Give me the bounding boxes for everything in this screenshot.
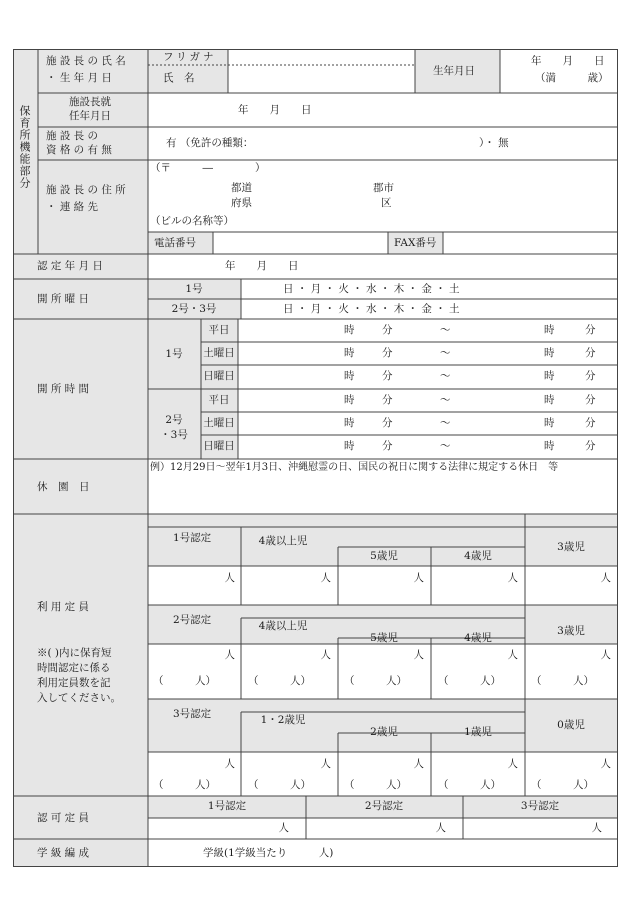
cert-date-value: 年 月 日	[225, 260, 299, 272]
capacity-unit: 人	[507, 649, 518, 661]
todofuken-1: 都道	[231, 182, 252, 194]
capacity-head-label: 4歳以上児	[258, 535, 308, 547]
director-name-label: 施 設 長 の 氏 名	[46, 55, 126, 67]
class-org-value: 学級(1学級当たり 人)	[203, 847, 334, 859]
birthdate-age: （満 歳）	[535, 72, 609, 84]
capacity-paren-unit: （ 人）	[153, 779, 216, 791]
hours-tilde: ～	[440, 417, 451, 429]
capacity-unit: 人	[320, 649, 331, 661]
hours-end-m: 分	[585, 347, 596, 359]
open-hours-group-2a: 2号	[165, 414, 183, 426]
capacity-unit: 人	[413, 572, 424, 584]
hours-tilde: ～	[440, 324, 451, 336]
capacity-unit: 人	[413, 758, 424, 770]
capacity-unit: 人	[413, 649, 424, 661]
hours-tilde: ～	[440, 394, 451, 406]
capacity-note-4: 入してください。	[37, 692, 121, 704]
hours-start-m: 分	[382, 394, 393, 406]
birthdate-ymd: 年 月 日	[531, 55, 605, 67]
holidays-example: 例）12月29日～翌年1月3日、沖縄慰霊の日、国民の祝日に関する法律に規定する休日 等	[150, 462, 559, 473]
hours-daytype: 平日	[208, 394, 230, 406]
hours-start-h: 時	[344, 394, 355, 406]
hours-start-h: 時	[344, 347, 355, 359]
open-hours-label: 開 所 時 間	[37, 383, 90, 395]
section-label-nursery: 保育所機能部分	[18, 105, 31, 189]
fax-label: FAX番号	[394, 237, 437, 249]
capacity-cert-label: 1号認定	[173, 532, 212, 544]
furigana-label: フリガナ	[163, 51, 217, 63]
capacity-cert-label: 3号認定	[173, 708, 212, 720]
hours-end-m: 分	[585, 324, 596, 336]
open-days-row-2: 日 ・ 月 ・ 火 ・ 水 ・ 木 ・ 金 ・ 土	[283, 303, 460, 315]
address-label-2: ・ 連 絡 先	[46, 201, 99, 213]
hours-start-m: 分	[382, 324, 393, 336]
capacity-unit: 人	[600, 758, 611, 770]
appointed-date: 年 月 日	[238, 104, 312, 116]
hours-end-m: 分	[585, 440, 596, 452]
hours-daytype: 土曜日	[203, 347, 235, 359]
capacity-paren-unit: （ 人）	[248, 675, 311, 687]
hours-start-m: 分	[382, 370, 393, 382]
capacity-sub-label: 4歳児	[464, 550, 492, 562]
capacity-label: 利 用 定 員	[37, 601, 90, 613]
approved-unit-2: 人	[435, 822, 446, 834]
hours-tilde: ～	[440, 347, 451, 359]
capacity-sub-label: 5歳児	[370, 632, 398, 644]
open-days-label: 開 所 曜 日	[37, 293, 90, 305]
capacity-unit: 人	[600, 649, 611, 661]
capacity-sub-label: 2歳児	[370, 726, 398, 738]
capacity-paren-unit: （ 人）	[153, 675, 216, 687]
approved-cert-2: 2号認定	[364, 800, 404, 812]
capacity-sub-label: 5歳児	[370, 550, 398, 562]
director-birth-label: ・ 生 年 月 日	[46, 72, 112, 84]
qualification-end: ）・ 無	[479, 137, 509, 149]
hours-start-h: 時	[344, 324, 355, 336]
capacity-head-label: 1・2歳児	[260, 714, 306, 726]
appointed-label-1: 施設長就	[69, 96, 111, 108]
class-org-label: 学 級 編 成	[37, 847, 90, 859]
hours-end-h: 時	[544, 417, 555, 429]
capacity-paren-unit: （ 人）	[438, 779, 501, 791]
hours-daytype: 平日	[208, 324, 230, 336]
qualification-value: 有 （免許の種類：	[166, 137, 254, 149]
capacity-sub-label: 4歳児	[464, 632, 492, 644]
postal-code: （〒 ― ）	[150, 162, 266, 174]
facility-form	[13, 49, 618, 867]
open-days-type-1: 1号	[185, 283, 203, 295]
hours-tilde: ～	[440, 440, 451, 452]
hours-end-h: 時	[544, 347, 555, 359]
hours-tilde: ～	[440, 370, 451, 382]
hours-end-m: 分	[585, 417, 596, 429]
capacity-unit: 人	[600, 572, 611, 584]
phone-label: 電話番号	[154, 237, 196, 249]
hours-end-h: 時	[544, 440, 555, 452]
hours-daytype: 日曜日	[203, 440, 235, 452]
approved-cert-1: 1号認定	[207, 800, 247, 812]
hours-end-h: 時	[544, 394, 555, 406]
capacity-note-1: ※( )内に保育短	[37, 647, 112, 659]
approved-unit-1: 人	[278, 822, 289, 834]
hours-start-h: 時	[344, 370, 355, 382]
open-days-type-2: 2号・3号	[171, 303, 217, 315]
capacity-paren-unit: （ 人）	[531, 675, 594, 687]
hours-start-h: 時	[344, 417, 355, 429]
hours-daytype: 土曜日	[203, 417, 235, 429]
qualification-label-1: 施 設 長 の	[46, 130, 99, 142]
capacity-sub-label: 1歳児	[464, 726, 492, 738]
gunshi-2: 区	[381, 197, 392, 209]
hours-end-h: 時	[544, 370, 555, 382]
open-hours-group-2b: ・3号	[160, 429, 188, 441]
building-name: （ビルの名称等）	[150, 215, 234, 227]
capacity-paren-unit: （ 人）	[344, 675, 407, 687]
capacity-paren-unit: （ 人）	[248, 779, 311, 791]
hours-end-m: 分	[585, 370, 596, 382]
approved-unit-3: 人	[591, 822, 602, 834]
appointed-label-2: 任年月日	[69, 110, 111, 122]
capacity-unit: 人	[507, 572, 518, 584]
open-days-row-1: 日 ・ 月 ・ 火 ・ 水 ・ 木 ・ 金 ・ 土	[283, 283, 460, 295]
capacity-note-2: 時間認定に係る	[37, 662, 111, 674]
hours-end-h: 時	[544, 324, 555, 336]
capacity-unit: 人	[320, 572, 331, 584]
form-grid	[13, 49, 618, 867]
hours-end-m: 分	[585, 394, 596, 406]
gunshi-1: 郡市	[373, 182, 394, 194]
approved-capacity-label: 認 可 定 員	[37, 812, 90, 824]
hours-start-m: 分	[382, 417, 393, 429]
name-label: 氏 名	[163, 72, 195, 84]
capacity-unit: 人	[224, 572, 235, 584]
capacity-paren-unit: （ 人）	[344, 779, 407, 791]
capacity-note-3: 利用定員数を記	[37, 677, 111, 689]
approved-cert-3: 3号認定	[520, 800, 560, 812]
hours-start-h: 時	[344, 440, 355, 452]
capacity-last-label: 0歳児	[557, 719, 585, 731]
capacity-last-label: 3歳児	[557, 625, 585, 637]
capacity-last-label: 3歳児	[557, 541, 585, 553]
holidays-label: 休 園 日	[37, 481, 90, 493]
capacity-unit: 人	[507, 758, 518, 770]
address-label-1: 施 設 長 の 住 所	[46, 184, 126, 196]
hours-daytype: 日曜日	[203, 370, 235, 382]
capacity-paren-unit: （ 人）	[438, 675, 501, 687]
birthdate-label: 生年月日	[433, 65, 475, 77]
qualification-label-2: 資 格 の 有 無	[46, 144, 112, 156]
capacity-head-label: 4歳以上児	[258, 620, 308, 632]
todofuken-2: 府県	[231, 197, 252, 209]
capacity-unit: 人	[224, 758, 235, 770]
capacity-unit: 人	[320, 758, 331, 770]
cert-date-label: 認 定 年 月 日	[37, 260, 103, 272]
capacity-cert-label: 2号認定	[173, 614, 212, 626]
capacity-unit: 人	[224, 649, 235, 661]
hours-start-m: 分	[382, 347, 393, 359]
open-hours-group-1: 1号	[165, 348, 183, 360]
label-shading	[13, 49, 618, 867]
capacity-paren-unit: （ 人）	[531, 779, 594, 791]
hours-start-m: 分	[382, 440, 393, 452]
